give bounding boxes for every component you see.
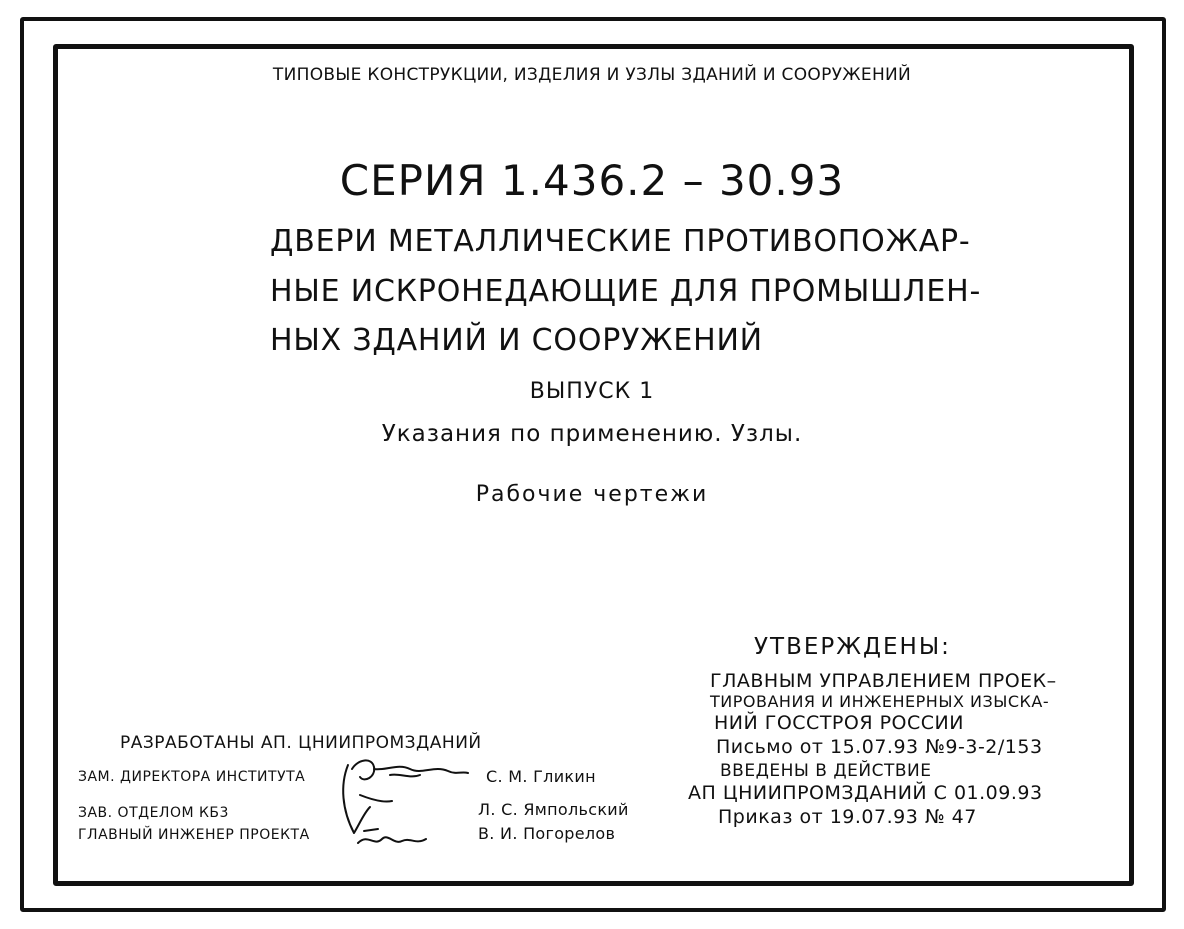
handwritten-signatures xyxy=(330,755,490,855)
subtitle-usage: Указания по применению. Узлы. xyxy=(381,421,803,447)
issue-number: ВЫПУСК 1 xyxy=(529,379,655,404)
staff-position: ЗАМ. ДИРЕКТОРА ИНСТИТУТА xyxy=(78,769,306,785)
title-line-3: НЫХ ЗДАНИЙ И СООРУЖЕНИЙ xyxy=(270,323,763,358)
staff-position: ГЛАВНЫЙ ИНЖЕНЕР ПРОЕКТА xyxy=(78,827,310,843)
subtitle-drawings: Рабочие чертежи xyxy=(475,482,709,507)
approval-line: Письмо от 15.07.93 №9-3-2/153 xyxy=(716,736,1043,758)
approval-line: Приказ от 19.07.93 № 47 xyxy=(718,806,977,828)
approval-heading: УТВЕРЖДЕНЫ: xyxy=(754,634,951,660)
staff-position: ЗАВ. ОТДЕЛОМ КБ3 xyxy=(78,805,229,821)
staff-name: Л. С. Ямпольский xyxy=(478,800,629,819)
staff-name: В. И. Погорелов xyxy=(478,824,616,843)
staff-name: С. М. Гликин xyxy=(486,767,596,786)
developer-org: РАЗРАБОТАНЫ АП. ЦНИИПРОМЗДАНИЙ xyxy=(120,733,482,753)
approval-line: ТИРОВАНИЯ И ИНЖЕНЕРНЫХ ИЗЫСКА- xyxy=(710,692,1050,711)
approval-line: НИЙ ГОССТРОЯ РОССИИ xyxy=(714,712,964,734)
approval-line: ВВЕДЕНЫ В ДЕЙСТВИЕ xyxy=(720,761,932,781)
approval-line: АП ЦНИИПРОМЗДАНИЙ С 01.09.93 xyxy=(688,782,1043,804)
document-header: ТИПОВЫЕ КОНСТРУКЦИИ, ИЗДЕЛИЯ И УЗЛЫ ЗДАНИЙ И СООРУЖЕНИЙ xyxy=(272,65,912,85)
series-number: СЕРИЯ 1.436.2 – 30.93 xyxy=(339,156,845,205)
title-line-2: НЫЕ ИСКРОНЕДАЮЩИЕ ДЛЯ ПРОМЫШЛЕН- xyxy=(270,274,982,309)
approval-line: ГЛАВНЫМ УПРАВЛЕНИЕМ ПРОЕК– xyxy=(710,670,1057,692)
title-line-1: ДВЕРИ МЕТАЛЛИЧЕСКИЕ ПРОТИВОПОЖАР- xyxy=(270,224,971,259)
